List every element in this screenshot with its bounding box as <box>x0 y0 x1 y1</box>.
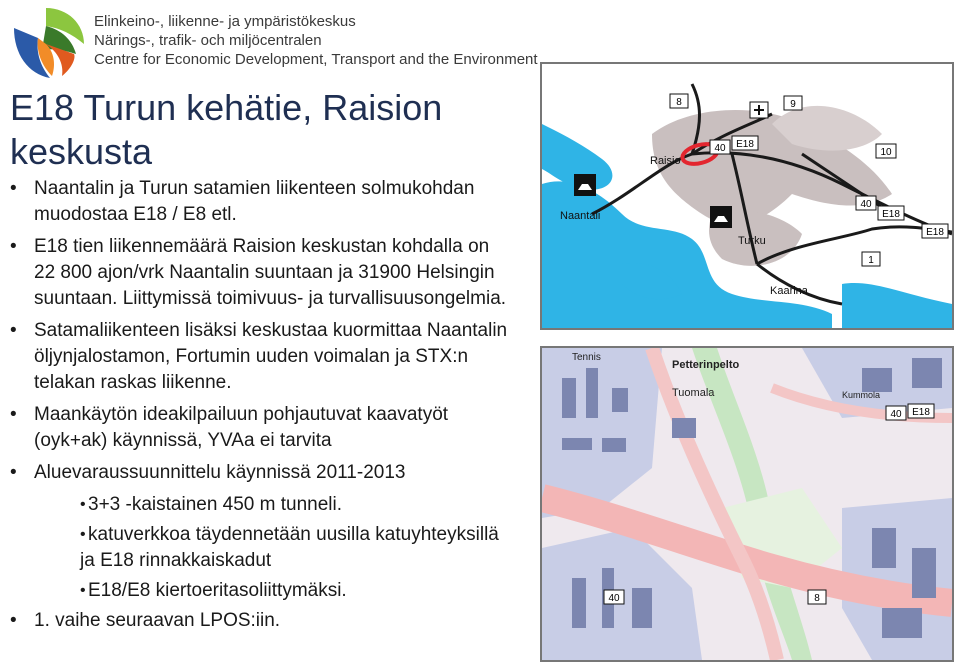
map-label-raisio: Raisio <box>650 155 681 167</box>
sub-bullet-item: • katuverkkoa täydennetään uusilla katuyhteyksillä ja E18 rinnakkaiskadut <box>80 524 499 571</box>
bullet-item: • E18 tien liikennemäärä Raision keskustan kohdalla on 22 800 ajon/vrk Naantalin suuntaan ja 31900 Helsingin suuntaan. Liittymissä toimivuus- ja turvallisuusongelmia. <box>8 234 508 312</box>
org-line-sv: Närings-, trafik- och miljöcentralen <box>94 32 322 49</box>
org-line-en: Centre for Economic Development, Transport and the Environment <box>94 51 538 68</box>
map-label-tennis: Tennis <box>572 352 601 363</box>
road-sign-8: 8 <box>676 97 682 108</box>
bullet-item: • Satamaliikenteen lisäksi keskustaa kuormittaa Naantalin öljynjalostamon, Fortumin uuden voimalan ja STX:n telakan raskas liikenne. <box>8 318 508 396</box>
bullet-item: • 1. vaihe seuraavan LPOS:iin. <box>8 608 508 634</box>
bullet-item: • Naantalin ja Turun satamien liikenteen solmukohdan muodostaa E18 / E8 etl. <box>8 176 508 228</box>
road-sign-40: 40 <box>714 143 726 154</box>
road-sign-9: 9 <box>790 99 796 110</box>
road-sign-40: 40 <box>860 199 872 210</box>
sub-bullet-item: • E18/E8 kiertoeritasoliittymäksi. <box>80 580 347 601</box>
title-line-1: E18 Turun kehätie, Raision <box>10 87 443 128</box>
map-label-kaarina: Kaarina <box>770 285 808 297</box>
road-sign-1: 1 <box>868 255 874 266</box>
road-sign-e18: E18 <box>882 209 900 220</box>
ely-logo-icon <box>6 4 86 80</box>
sub-bullet-text: 3+3 -kaistainen 450 m tunneli. <box>88 494 343 515</box>
organization-name <box>94 12 538 69</box>
bullet-list <box>8 176 508 640</box>
road-sign-e18: E18 <box>926 227 944 238</box>
detail-map <box>540 346 954 662</box>
map-label-petterinpelto: Petterinpelto <box>672 359 740 371</box>
sub-bullet-item: • 3+3 -kaistainen 450 m tunneli. <box>80 494 343 515</box>
page-title <box>10 86 530 174</box>
sub-bullet-text: E18/E8 kiertoeritasoliittymäksi. <box>88 580 347 601</box>
road-sign-e18: E18 <box>912 407 930 418</box>
org-line-fi: Elinkeino-, liikenne- ja ympäristökeskus <box>94 13 356 30</box>
detail-map-graphic <box>542 348 952 660</box>
map-label-naantali: Naantali <box>560 210 601 222</box>
road-sign-8: 8 <box>814 593 820 604</box>
road-sign-40: 40 <box>608 593 620 604</box>
bullet-item: • Aluevaraussuunnittelu käynnissä 2011-2013 <box>8 460 508 486</box>
overview-map <box>540 62 954 330</box>
map-label-turku: Turku <box>738 235 766 247</box>
bullet-item: • Maankäytön ideakilpailuun pohjautuvat kaavatyöt (oyk+ak) käynnissä, YVAa ei tarvita <box>8 402 508 454</box>
sub-bullet-text: katuverkkoa täydennetään uusilla katuyhteyksillä ja E18 rinnakkaiskadut <box>80 524 499 571</box>
road-sign-40: 40 <box>890 409 902 420</box>
road-sign-e18: E18 <box>736 139 754 150</box>
road-sign-10: 10 <box>880 147 892 158</box>
title-line-2: keskusta <box>10 131 153 172</box>
map-label-tuomala: Tuomala <box>672 387 715 399</box>
overview-map-graphic <box>542 64 952 328</box>
map-label-kummola: Kummola <box>842 390 881 400</box>
